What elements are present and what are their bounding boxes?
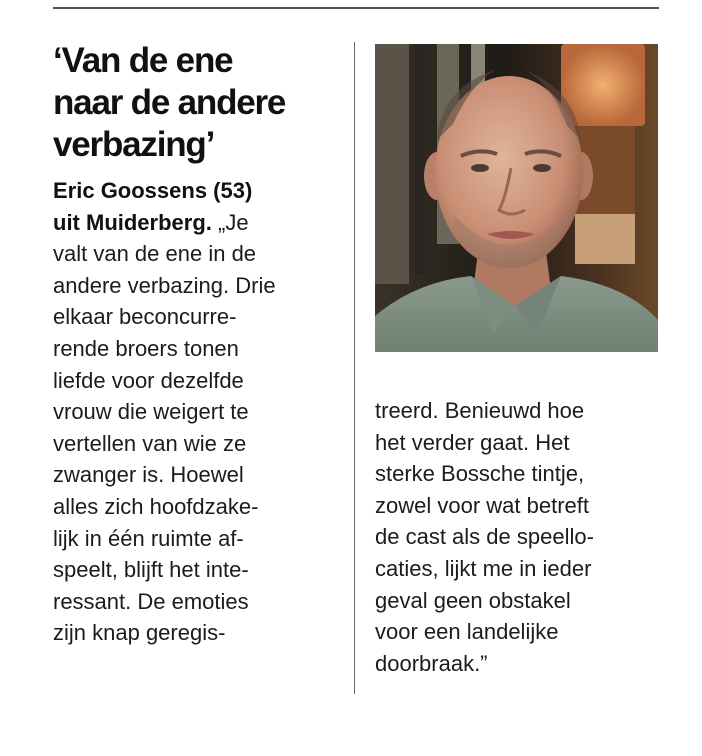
body-line: het verder gaat. Het [375, 429, 570, 455]
body-line: doorbraak.” [375, 650, 488, 676]
headline-line: naar de andere [53, 83, 286, 122]
body-line: valt van de ene in de [53, 241, 257, 267]
left-column [53, 40, 343, 649]
body-line: ressant. De emoties [53, 588, 249, 614]
right-column [375, 395, 665, 679]
body-line: caties, lijkt me in ieder [375, 555, 592, 581]
quote-start: „Je [211, 209, 249, 235]
body-line: sterke Bossche tintje, [375, 461, 585, 487]
body-line: geval geen obstakel [375, 587, 571, 613]
body-line: zijn knap geregis- [53, 620, 226, 646]
body-line: voor een landelijke [375, 619, 559, 645]
body-line: alles zich hoofdzake- [53, 493, 259, 519]
body-line: vrouw die weigert te [53, 399, 249, 425]
body-line: de cast als de speello- [375, 524, 594, 550]
byline-place: uit Muiderberg. [53, 209, 212, 235]
left-body-text [53, 175, 343, 649]
headline-line: ‘Van de ene [53, 41, 233, 80]
top-rule [53, 7, 659, 9]
body-line: zowel voor wat betreft [375, 492, 589, 518]
body-line: treerd. Benieuwd hoe [375, 398, 585, 423]
column-divider [354, 42, 355, 694]
body-line: elkaar beconcurre- [53, 304, 237, 330]
body-line: andere verbazing. Drie [53, 272, 276, 298]
right-body-text [375, 395, 665, 679]
headline-line: verbazing’ [53, 125, 215, 164]
body-line: lijk in één ruimte af- [53, 525, 244, 551]
byline-name: Eric Goossens (53) [53, 178, 253, 203]
headline [53, 40, 343, 166]
body-line: speelt, blijft het inte- [53, 557, 249, 583]
body-line: zwanger is. Hoewel [53, 462, 244, 488]
body-line: liefde voor dezelfde [53, 367, 244, 393]
body-line: rende broers tonen [53, 335, 239, 361]
portrait-illustration [375, 44, 658, 352]
body-line: vertellen van wie ze [53, 430, 247, 456]
byline-line [53, 207, 343, 239]
portrait-photo [375, 44, 658, 352]
